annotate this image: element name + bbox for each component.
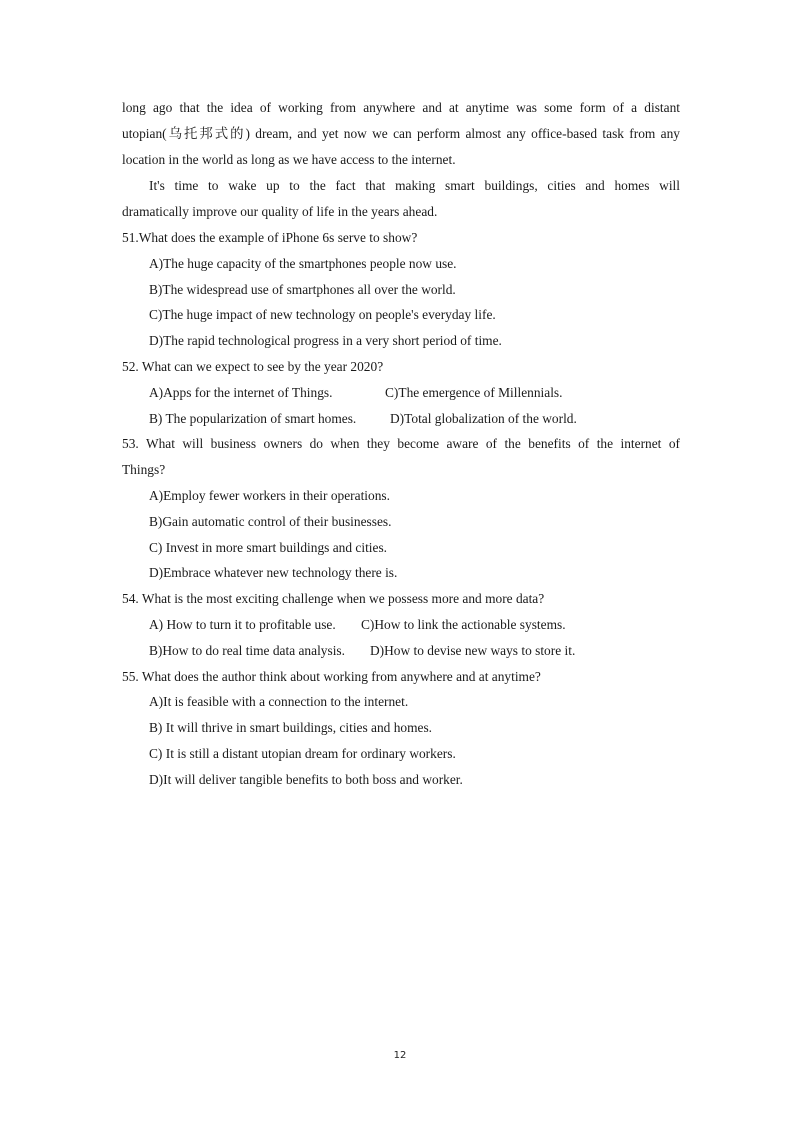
option-row xyxy=(122,612,680,638)
question-text: 53. What will business owners do when they become aware of the benefits of the internet of xyxy=(122,436,680,452)
option-c: C)The huge impact of new technology on people's everyday life. xyxy=(149,307,496,323)
passage xyxy=(122,95,680,225)
option-row xyxy=(122,638,680,664)
question-text: 55. What does the author think about working from anywhere and at anytime? xyxy=(122,668,541,684)
passage-line: dramatically improve our quality of life in the years ahead. xyxy=(122,204,438,219)
question-text: Things? xyxy=(122,462,166,478)
option-b: B)How to do real time data analysis. xyxy=(149,642,345,658)
passage-line: utopian(乌托邦式的) dream, and yet now we can perform almost any office-based task from any xyxy=(122,126,680,141)
option-c: C) Invest in more smart buildings and cities. xyxy=(149,539,388,555)
option-a: A)It is feasible with a connection to the internet. xyxy=(149,694,409,710)
question-52 xyxy=(122,354,680,431)
question-text: 51.What does the example of iPhone 6s serve to show? xyxy=(122,230,418,245)
option-row xyxy=(122,406,680,432)
option-d: D)It will deliver tangible benefits to both boss and worker. xyxy=(149,771,463,787)
option-b: B)Gain automatic control of their businesses. xyxy=(149,513,392,529)
option-a: A)Employ fewer workers in their operations. xyxy=(149,487,390,503)
option-c: C)The emergence of Millennials. xyxy=(385,384,563,400)
option-a: A) How to turn it to profitable use. xyxy=(149,616,336,632)
question-54 xyxy=(122,586,680,663)
document-body xyxy=(122,95,680,793)
passage-line: long ago that the idea of working from anywhere and at anytime was some form of a distant xyxy=(122,100,680,115)
question-text: 52. What can we expect to see by the year 2020? xyxy=(122,358,384,374)
question-55 xyxy=(122,664,680,793)
option-a: A)Apps for the internet of Things. xyxy=(149,384,333,400)
option-d: D)How to devise new ways to store it. xyxy=(370,642,576,658)
question-51 xyxy=(122,225,680,354)
question-text: 54. What is the most exciting challenge when we possess more and more data? xyxy=(122,591,545,607)
option-a: A)The huge capacity of the smartphones people now use. xyxy=(149,255,457,271)
option-d: D)Embrace whatever new technology there is. xyxy=(149,565,398,581)
option-c: C) It is still a distant utopian dream for ordinary workers. xyxy=(149,745,456,761)
option-c: C)How to link the actionable systems. xyxy=(361,616,566,632)
option-b: B) It will thrive in smart buildings, cities and homes. xyxy=(149,720,433,736)
option-b: B)The widespread use of smartphones all over the world. xyxy=(149,281,456,297)
option-b: B) The popularization of smart homes. xyxy=(149,410,357,426)
option-d: D)Total globalization of the world. xyxy=(390,410,577,426)
passage-line: It's time to wake up to the fact that making smart buildings, cities and homes will xyxy=(149,178,680,193)
option-row xyxy=(122,380,680,406)
option-d: D)The rapid technological progress in a very short period of time. xyxy=(149,333,502,349)
page-number: 12 xyxy=(393,1050,407,1061)
passage-line: location in the world as long as we have access to the internet. xyxy=(122,152,456,167)
question-53 xyxy=(122,431,680,586)
